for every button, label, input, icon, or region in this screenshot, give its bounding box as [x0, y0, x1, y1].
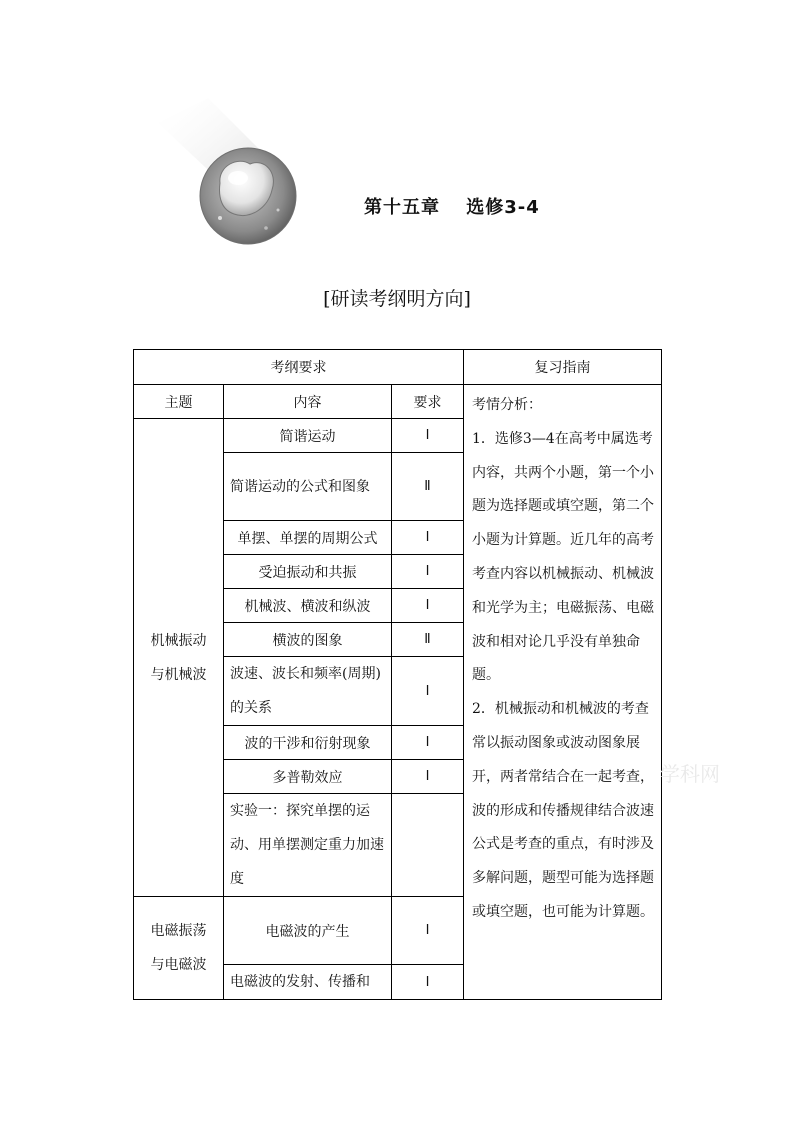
requirement-cell: Ⅰ	[392, 521, 464, 555]
content-cell: 简谐运动的公式和图象	[224, 453, 392, 521]
content-cell: 简谐运动	[224, 419, 392, 453]
syllabus-table	[133, 349, 662, 1000]
content-cell: 单摆、单摆的周期公式	[224, 521, 392, 555]
requirement-cell: Ⅰ	[392, 760, 464, 794]
content-cell: 机械波、横波和纵波	[224, 589, 392, 623]
content-cell: 受迫振动和共振	[224, 555, 392, 589]
column-header-topic: 主题	[134, 385, 224, 419]
chapter-logo	[138, 98, 308, 248]
requirement-cell: Ⅰ	[392, 965, 464, 1000]
guide-point-1: 1．选修3—4在高考中属选考内容，共两个小题，第一个小题为选择题或填空题，第二个小题为计算题。近几年的高考考查内容以机械振动、机械波和光学为主；电磁振荡、电磁波和相对论几乎没有单独命题。	[472, 430, 654, 684]
column-header-content: 内容	[224, 385, 392, 419]
requirement-cell: Ⅱ	[392, 453, 464, 521]
section-title: [研读考纲明方向]	[323, 288, 471, 310]
requirement-cell: Ⅰ	[392, 657, 464, 726]
requirement-cell: Ⅱ	[392, 623, 464, 657]
content-cell: 横波的图象	[224, 623, 392, 657]
requirement-cell: Ⅰ	[392, 419, 464, 453]
guide-point-2: 2．机械振动和机械波的考查常以振动图象或波动图象展开，两者常结合在一起考查，波的形成和传播规律结合波速公式是考查的重点，有时涉及多解问题，题型可能为选择题或填空题，也可能为计算题。	[472, 701, 654, 920]
chapter-title: 第十五章 选修3-4	[364, 197, 540, 218]
topic-line: 机械振动	[150, 632, 207, 649]
requirement-cell: Ⅰ	[392, 726, 464, 760]
review-guide-header: 复习指南	[464, 350, 662, 385]
content-cell: 电磁波的发射、传播和	[224, 965, 392, 1000]
content-cell: 实验一：探究单摆的运动、用单摆测定重力加速度	[224, 794, 392, 897]
content-cell: 多普勒效应	[224, 760, 392, 794]
requirement-cell: Ⅰ	[392, 897, 464, 965]
guide-heading: 考情分析：	[472, 397, 542, 413]
topic-line: 与机械波	[150, 666, 207, 683]
topic-line: 与电磁波	[150, 957, 207, 973]
content-cell: 波的干涉和衍射现象	[224, 726, 392, 760]
column-header-requirement: 要求	[392, 385, 464, 419]
content-cell: 电磁波的产生	[224, 897, 392, 965]
requirement-cell: Ⅰ	[392, 589, 464, 623]
topic-cell	[134, 897, 224, 1000]
requirement-cell: Ⅰ	[392, 555, 464, 589]
requirement-cell	[392, 794, 464, 897]
review-guide-cell	[464, 385, 662, 1000]
content-cell: 波速、波长和频率(周期)的关系	[224, 657, 392, 726]
topic-cell	[134, 419, 224, 897]
watermark: 学科网	[660, 762, 720, 786]
syllabus-requirements-header: 考纲要求	[134, 350, 464, 385]
topic-line: 电磁振荡	[150, 923, 207, 939]
